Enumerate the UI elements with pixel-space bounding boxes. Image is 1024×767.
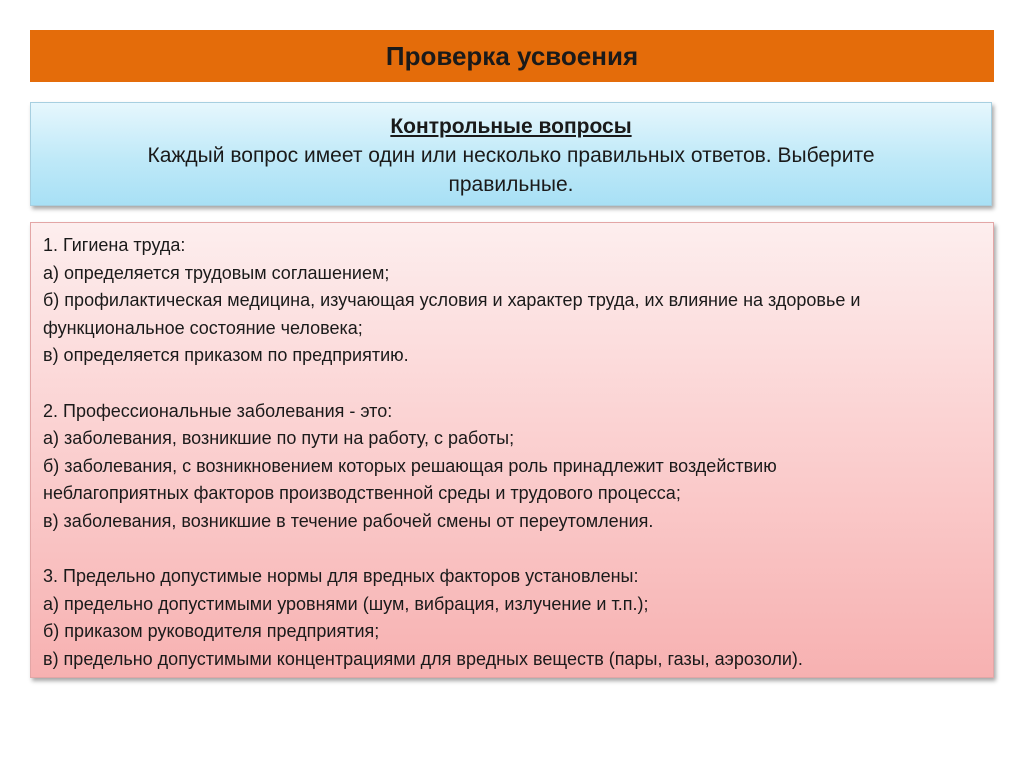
question-block-3 — [43, 563, 983, 673]
answer-option-continuation: неблагоприятных факторов производственной среды и трудового процесса; — [43, 483, 681, 504]
answer-option: б) приказом руководителя предприятия; — [43, 621, 380, 642]
answer-option: а) предельно допустимыми уровнями (шум, вибрация, излучение и т.п.); — [43, 593, 649, 614]
info-text: Каждый вопрос имеет один или несколько правильных ответов. Выберите правильные. — [147, 144, 875, 196]
answer-option: б) заболевания, с возникновением которых решающая роль принадлежит воздействию — [43, 455, 777, 476]
answer-option: а) заболевания, возникшие по пути на работу, с работы; — [43, 428, 515, 449]
answer-option: а) определяется трудовым соглашением; — [43, 262, 390, 283]
questions-box — [30, 222, 994, 678]
answer-option: в) определяется приказом по предприятию. — [43, 345, 409, 366]
answer-option: б) профилактическая медицина, изучающая условия и характер труда, их влияние на здоровье и — [43, 290, 861, 311]
answer-option-continuation: функциональное состояние человека; — [43, 317, 363, 338]
title-bar — [30, 30, 994, 82]
question-text: 3. Предельно допустимые нормы для вредных факторов установлены: — [43, 566, 639, 587]
spacer — [43, 370, 983, 398]
question-block-1 — [43, 232, 983, 370]
page-title: Проверка усвоения — [385, 40, 639, 71]
answer-option: в) заболевания, возникшие в течение рабочей смены от переутомления. — [43, 510, 654, 531]
spacer — [43, 536, 983, 564]
question-text: 1. Гигиена труда: — [43, 235, 186, 255]
info-heading: Контрольные вопросы — [390, 115, 632, 138]
question-block-2 — [43, 398, 983, 536]
info-box — [30, 102, 992, 206]
answer-option: в) предельно допустимыми концентрациями для вредных веществ (пары, газы, аэрозоли). — [43, 648, 803, 669]
question-text: 2. Профессиональные заболевания - это: — [43, 400, 393, 421]
